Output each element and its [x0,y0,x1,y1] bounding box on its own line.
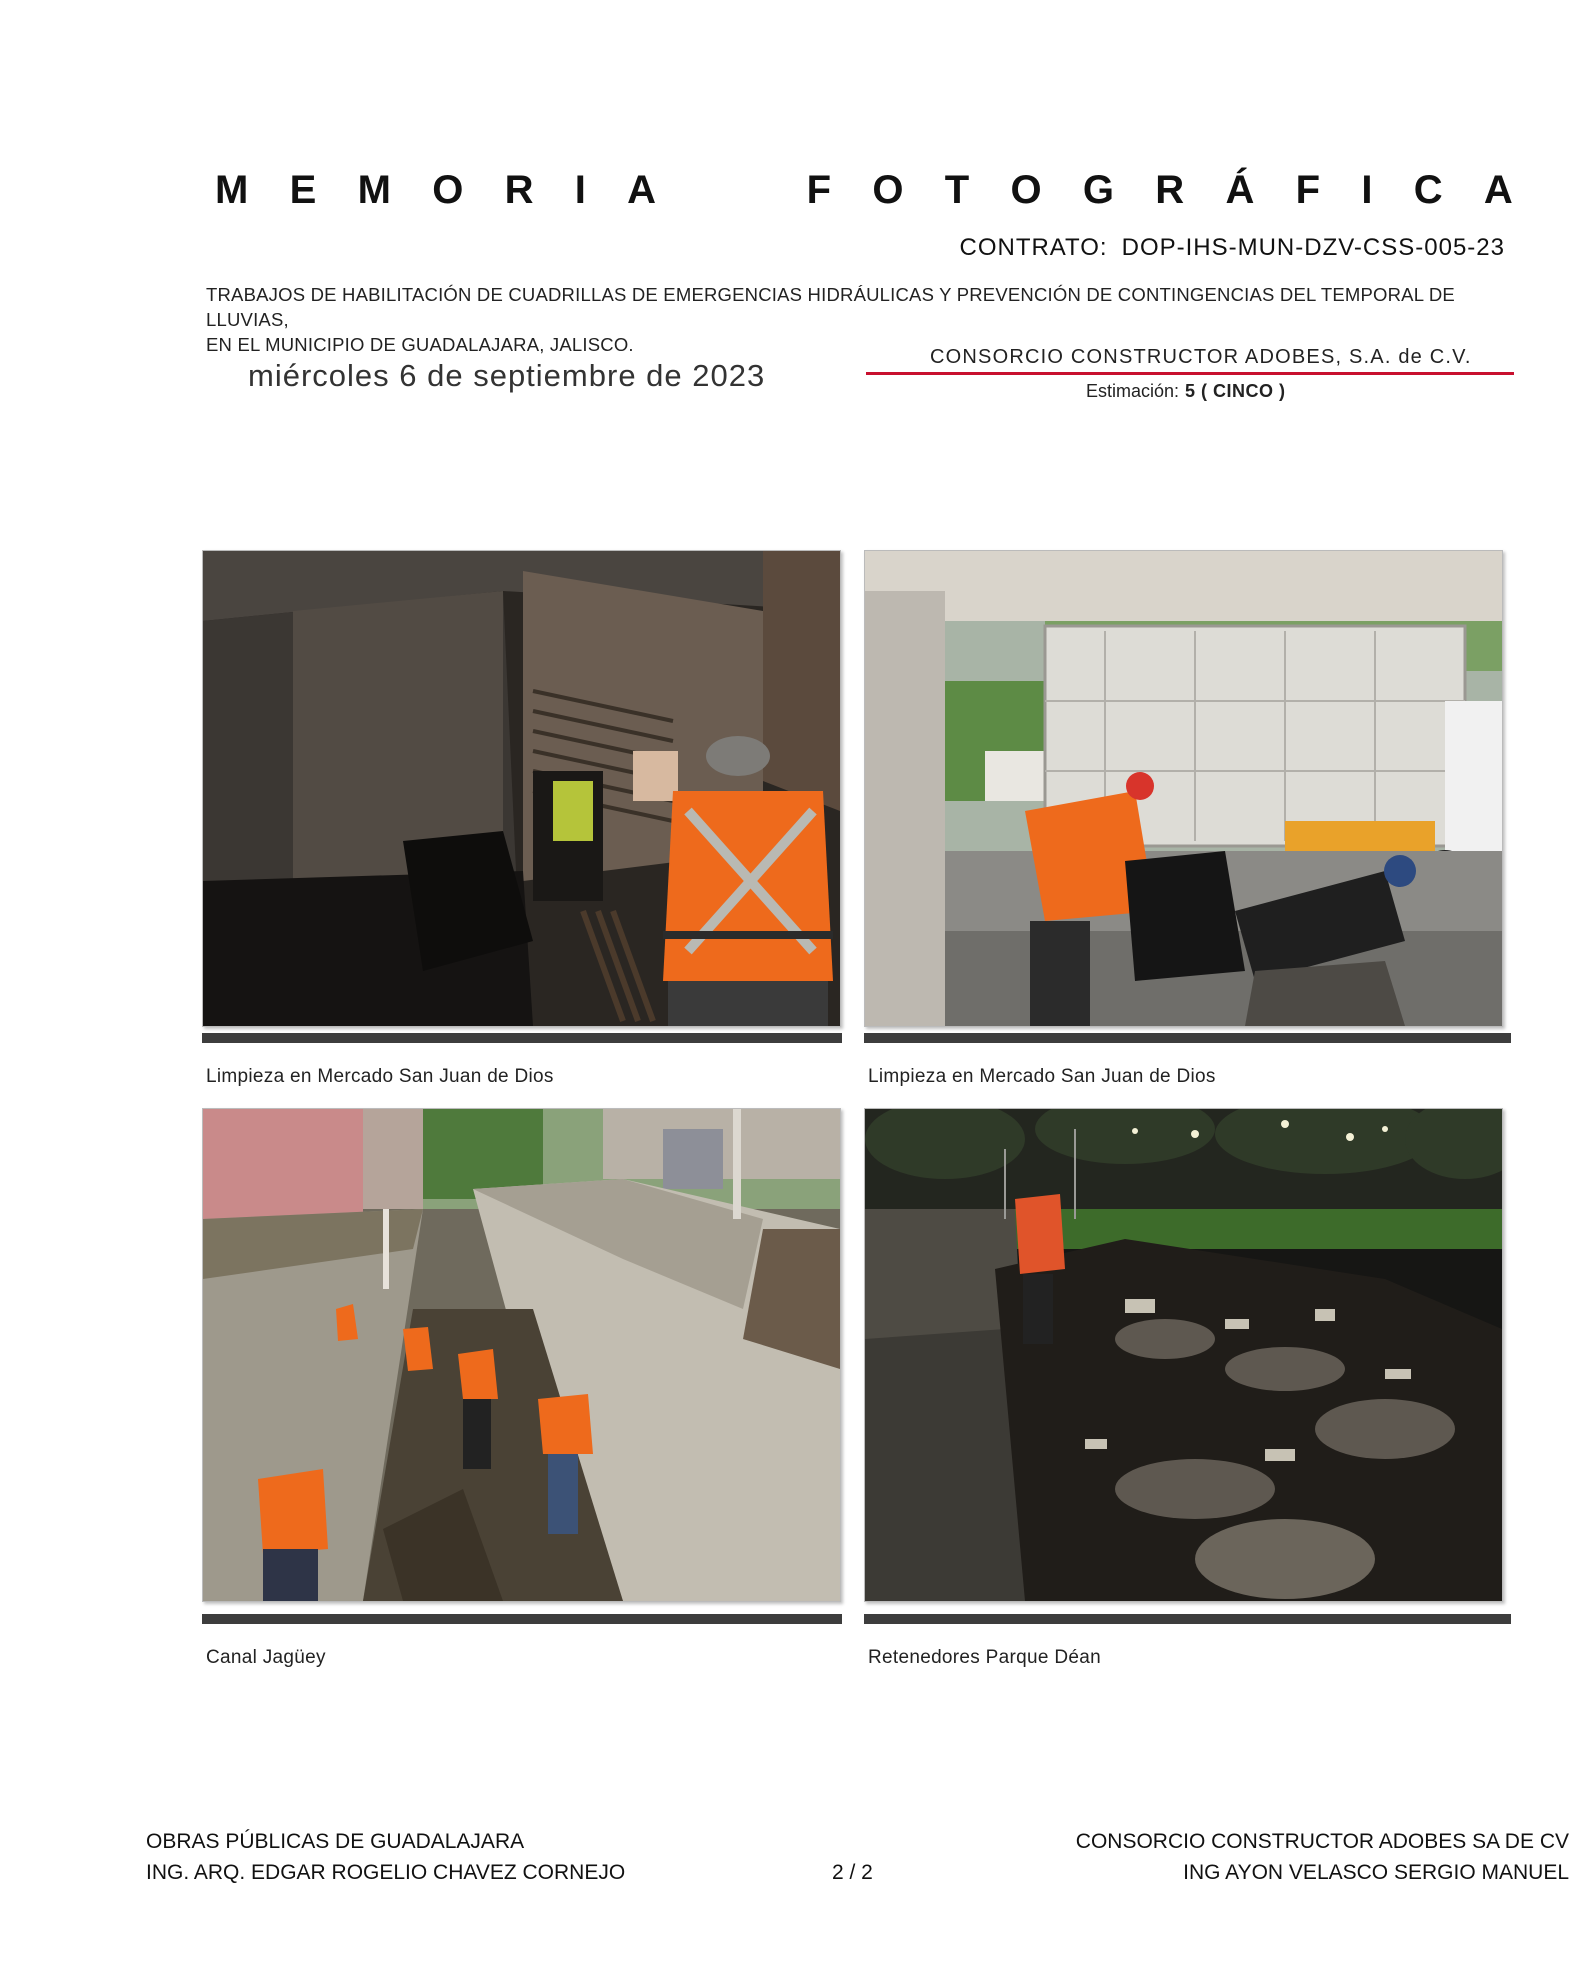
photo-canal-jaguey [202,1108,841,1602]
company-underline [866,372,1514,375]
title-letter: M [215,168,251,212]
title-letter: E [289,168,319,212]
caption-bar [202,1033,842,1043]
contract-line [959,234,1505,262]
photo-caption: Canal Jagüey [206,1647,326,1668]
footer-line: ING AYON VELASCO SERGIO MANUEL [1183,1861,1569,1884]
footer-line: CONSORCIO CONSTRUCTOR ADOBES SA DE CV [1075,1830,1569,1853]
title-letter: T [944,168,972,212]
title-letter: F [1295,168,1323,212]
footer-line: ING. ARQ. EDGAR ROGELIO CHAVEZ CORNEJO [146,1861,626,1884]
photo-image [203,1109,840,1601]
footer-signatory-right [1076,1826,1569,1888]
description-line: TRABAJOS DE HABILITACIÓN DE CUADRILLAS DE EMERGENCIAS HIDRÁULICAS Y PREVENCIÓN DE CONTINGENCIAS DEL TEMPORAL DE LLUVIAS, [206,284,1455,330]
title-letter: O [1010,168,1044,212]
title-letter: I [1361,168,1375,212]
title-word-gap [697,168,767,213]
photo-caption: Limpieza en Mercado San Juan de Dios [206,1066,554,1087]
photo-parque-dean [864,1108,1503,1602]
title-letter: A [627,168,659,212]
title-letter: G [1082,168,1116,212]
photo-image [865,551,1502,1026]
caption-bar [864,1614,1511,1624]
title-letter: I [574,168,588,212]
photo-caption: Retenedores Parque Déan [868,1647,1101,1668]
estimation-value: 5 ( CINCO ) [1185,381,1286,401]
report-date: miércoles 6 de septiembre de 2023 [248,358,766,393]
title-letter: R [1155,168,1187,212]
title-letter: Á [1225,168,1257,212]
photo-market-cleanup-1 [202,550,841,1027]
title-letter: O [872,168,906,212]
title-letter: F [806,168,834,212]
caption-bar [202,1614,842,1624]
page-number: 2 / 2 [832,1861,873,1884]
title-letter: R [504,168,536,212]
photo-caption: Limpieza en Mercado San Juan de Dios [868,1066,1216,1087]
title-letter: A [1483,168,1515,212]
footer-line: OBRAS PÚBLICAS DE GUADALAJARA [146,1830,525,1853]
title-letter: M [357,168,393,212]
estimation-label: Estimación: [1086,381,1180,401]
company-name: CONSORCIO CONSTRUCTOR ADOBES, S.A. de C.V. [930,346,1472,368]
description-line: EN EL MUNICIPIO DE GUADALAJARA, JALISCO. [206,334,634,355]
page-title [215,168,1515,213]
photo-image [203,551,840,1026]
title-letter: O [432,168,466,212]
photo-image [865,1109,1502,1601]
photo-market-cleanup-2 [864,550,1503,1027]
contract-label: CONTRATO: [959,234,1108,261]
estimation [1086,381,1286,402]
title-letter: C [1413,168,1445,212]
footer-signatory-left [146,1826,625,1888]
contract-number: DOP-IHS-MUN-DZV-CSS-005-23 [1121,234,1505,261]
caption-bar [864,1033,1511,1043]
